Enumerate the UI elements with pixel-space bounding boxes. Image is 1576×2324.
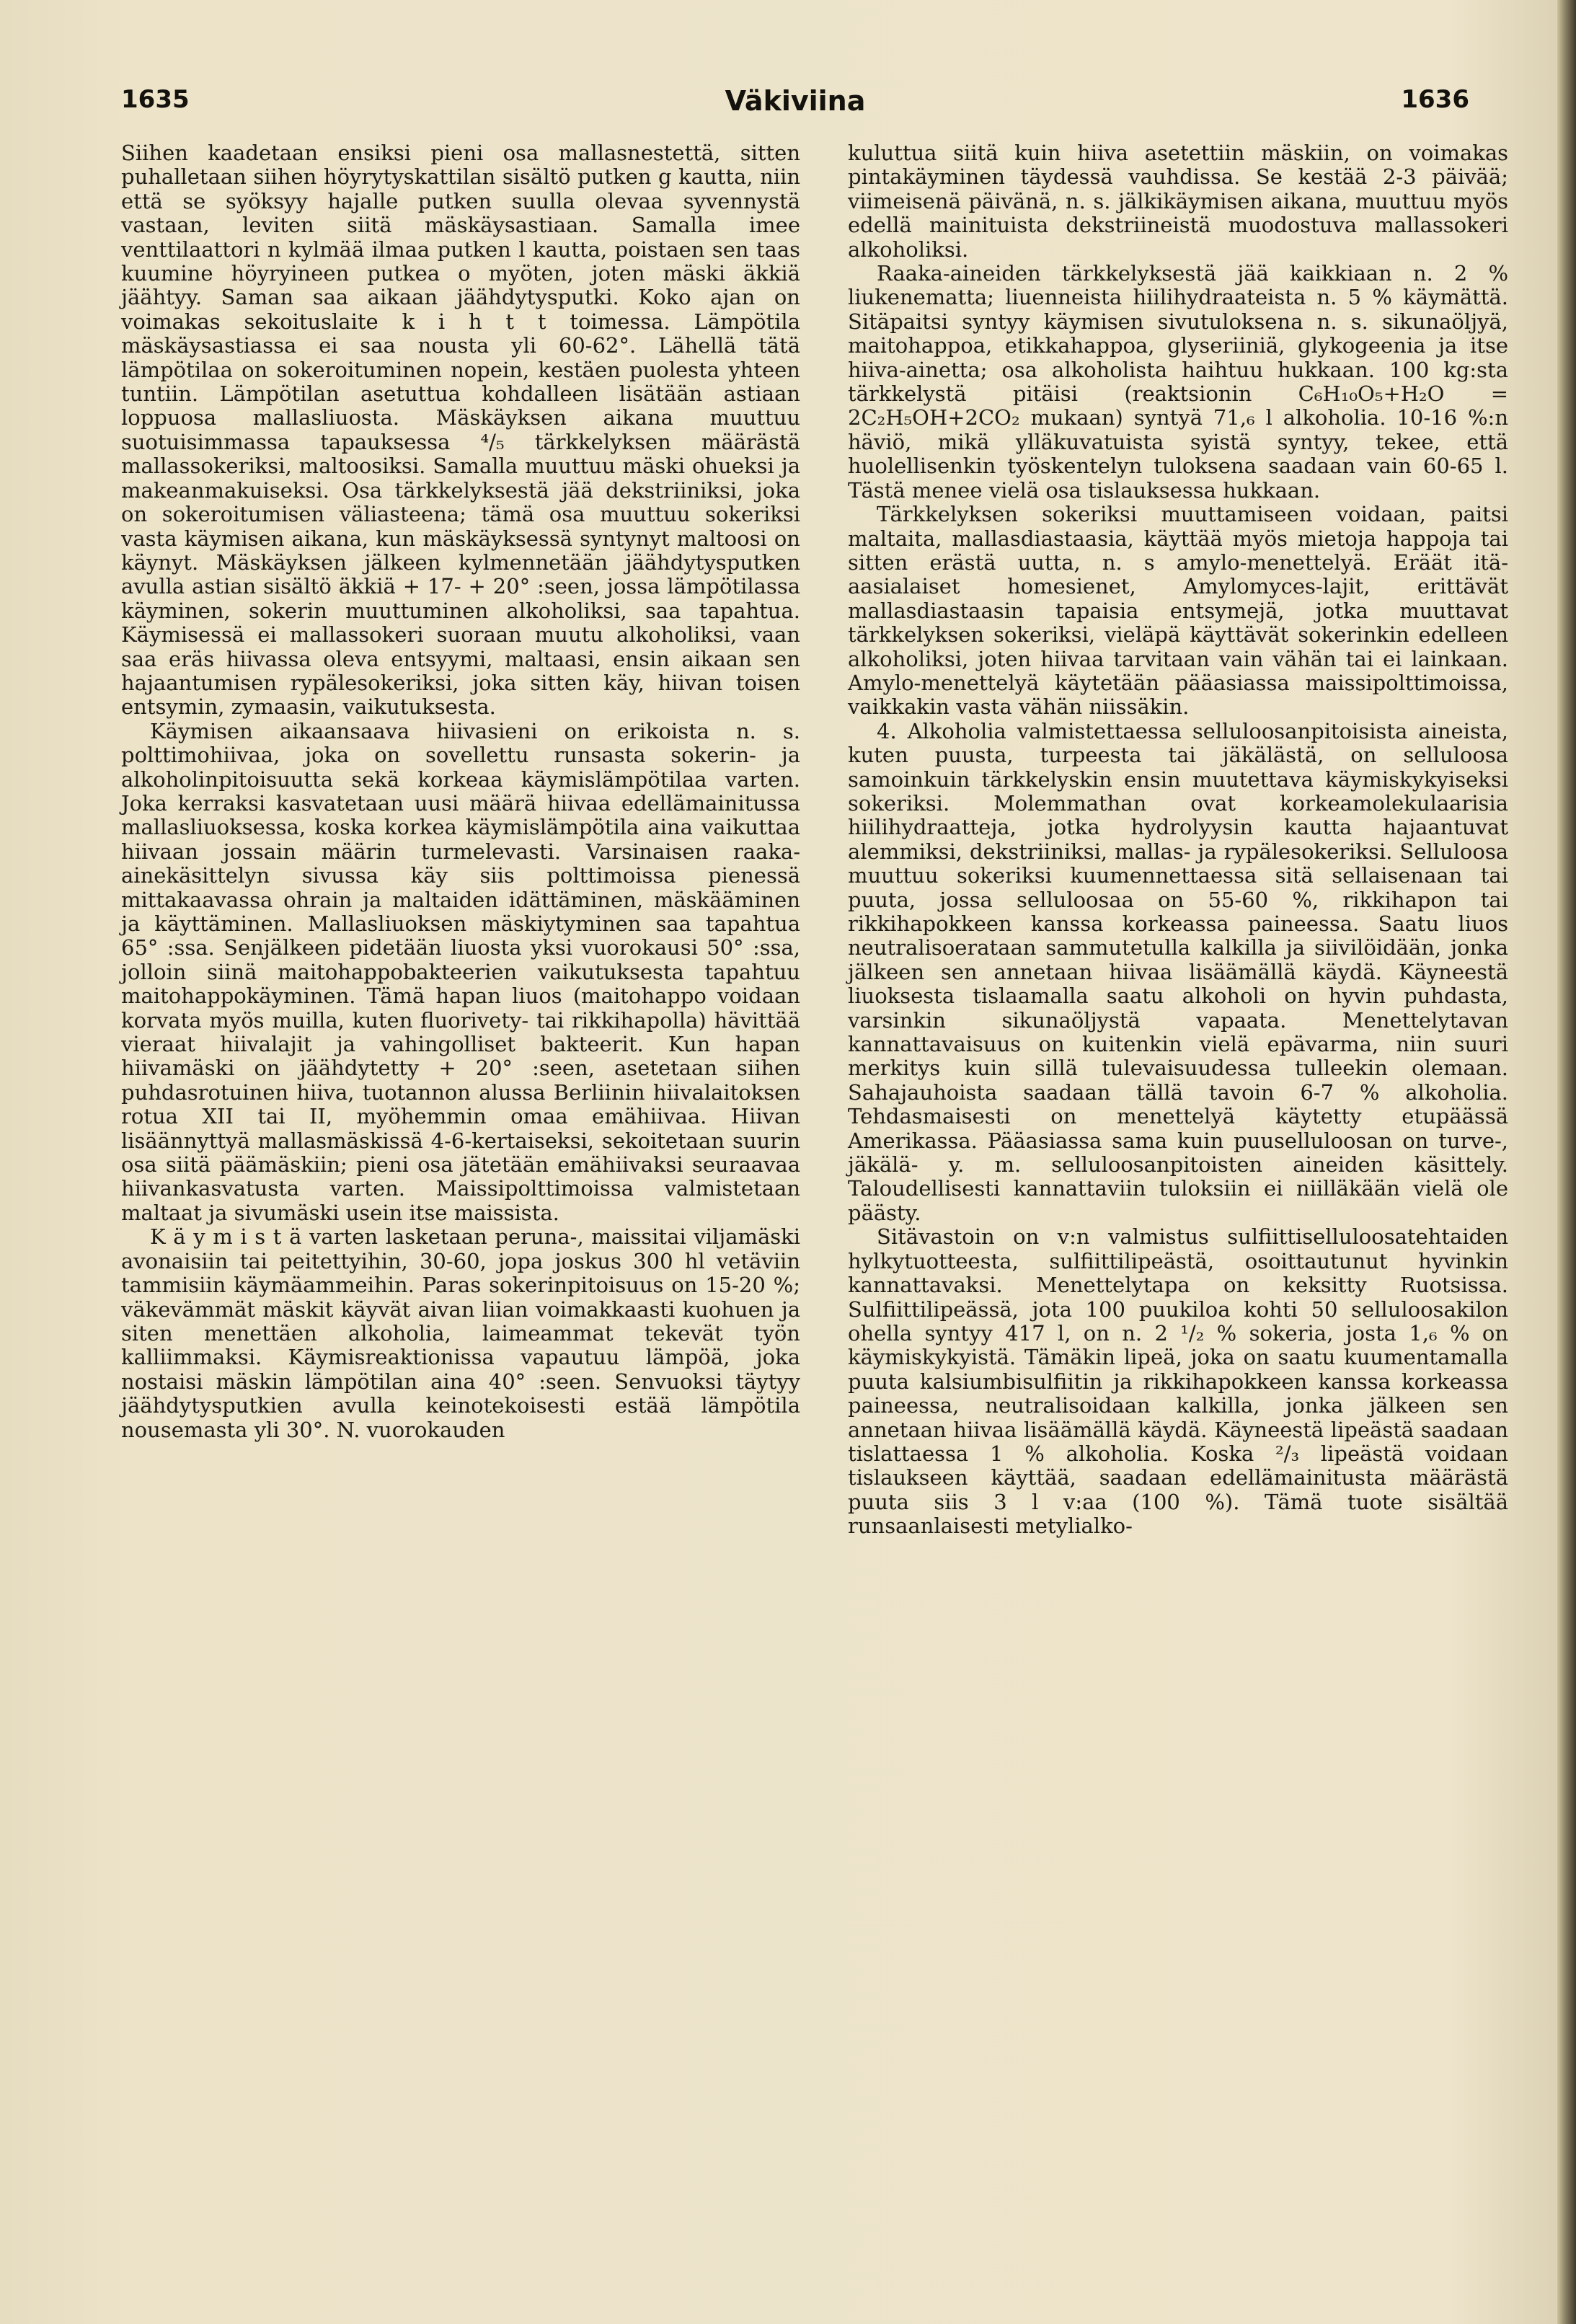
paragraph: kuluttua siitä kuin hiiva asetettiin mäskiin, on voimakas pintakäyminen täydessä vauhdissa. Se kestää 2-3 päivää; viimeisenä päivänä, n. s. jälkikäymisen aikana, muuttuu myös edellä mainituista dekstriineistä muodostuva mallassokeri alkoholiksi. [848, 141, 1508, 262]
paragraph: Tärkkelyksen sokeriksi muuttamiseen voidaan, paitsi maltaita, mallasdiastaasia, käyttää myös mietoja happoja tai sitten erästä uutta, n. s amylo-menettelyä. Eräät itä-aasialaiset homesienet, Amylomyces-lajit, erittävät mallasdiastaasin tapaisia entsymejä, jotka muuttavat tärkkelyksen sokeriksi, vieläpä käyttävät sokerinkin edelleen alkoholiksi, joten hiivaa tarvitaan vain vähän tai ei lainkaan. Amylo-menettelyä käytetään pääasiassa maissipolttimoissa, vaikkakin vasta vähän niissäkin. [848, 502, 1508, 720]
paragraph: Siihen kaadetaan ensiksi pieni osa mallasnestettä, sitten puhalletaan siihen höyrytyskattilan sisältö putken g kautta, niin että se syöksyy hajalle putken suulla olevaa syvennystä vastaan, leviten siitä mäskäysastiaan. Samalla imee venttilaattori n kylmää ilmaa putken l kautta, poistaen sen taas kuumine höyryineen putkea o myöten, joten mäski äkkiä jäähtyy. Saman saa aikaan jäähdytysputki. Koko ajan on voimakas sekoituslaite k i h t t toimessa. Lämpötila mäskäysastiassa ei saa nousta yli 60-62°. Lähellä tätä lämpötilaa on sokeroituminen nopein, kestäen puolesta yhteen tuntiin. Lämpötilan asetuttua kohdalleen lisätään astiaan loppuosa mallasliuosta. Mäskäyksen aikana muuttuu suotuisimmassa tapauksessa ⁴/₅ tärkkelyksen määrästä mallassokeriksi, maltoosiksi. Samalla muuttuu mäski ohueksi ja makeanmakuiseksi. Osa tärkkelyksestä jää dekstriiniksi, joka on sokeroitumisen väliasteena; tämä osa muuttuu sokeriksi vasta käymisen aikana, kun mäskäyksessä syntynyt maltoosi on käynyt. Mäskäyksen jälkeen kylmennetään jäähdytysputken avulla astian sisältö äkkiä + 17- + 20° :seen, jossa lämpötilassa käyminen, sokerin muuttuminen alkoholiksi, saa tapahtua. Käymisessä ei mallassokeri suoraan muutu alkoholiksi, vaan saa eräs hiivassa oleva entsyymi, maltaasi, ensin aikaan sen hajaantumisen rypälesokeriksi, joka sitten käy, hiivan toisen entsymin, zymaasin, vaikutuksesta. [121, 141, 800, 720]
page-title: Väkiviina [725, 85, 866, 117]
paragraph: Käymisen aikaansaava hiivasieni on erikoista n. s. polttimohiivaa, joka on sovellettu runsasta sokerin- ja alkoholinpitoisuutta sekä korkeaa käymislämpötilaa varten. Joka kerraksi kasvatetaan uusi määrä hiivaa edellämainitussa mallasliuoksessa, koska korkea käymislämpötila aina vaikuttaa hiivaan jossain määrin turmelevasti. Varsinaisen raaka-ainekäsittelyn sivussa käy siis polttimoissa pienessä mittakaavassa ohrain ja maltaiden idättäminen, mäskääminen ja käyttäminen. Mallasliuoksen mäskiytyminen saa tapahtua 65° :ssa. Senjälkeen pidetään liuosta yksi vuorokausi 50° :ssa, jolloin siinä maitohappobakteerien vaikutuksesta tapahtuu maitohappokäyminen. Tämä hapan liuos (maitohappo voidaan korvata myös muilla, kuten fluorivety- tai rikkihapolla) hävittää vieraat hiivalajit ja vahingolliset bakteerit. Kun hapan hiivamäski on jäähdytetty + 20° :seen, asetetaan siihen puhdasrotuinen hiiva, tuotannon alussa Berliinin hiivalaitoksen rotua XII tai II, myöhemmin omaa emähiivaa. Hiivan lisäännyttyä mallasmäskissä 4-6-kertaiseksi, sekoitetaan suurin osa siitä päämäskiin; pieni osa jätetään emähiivaksi seuraavaa hiivankasvatusta varten. Maissipolttimoissa valmistetaan maltaat ja sivumäski usein itse maissista. [121, 718, 800, 1225]
page-number-right: 1636 [1401, 85, 1469, 114]
running-header [121, 85, 1469, 123]
paragraph: 4. Alkoholia valmistettaessa selluloosanpitoisista aineista, kuten puusta, turpeesta tai jäkälästä, on selluloosa samoinkuin tärkkelyskin ensin muutettava käymiskykyiseksi sokeriksi. Molemmathan ovat korkeamolekulaarisia hiilihydraatteja, jotka hydrolyysin kautta hajaantuvat alemmiksi, dekstriiniksi, mallas- ja rypälesokeriksi. Selluloosa muuttuu sokeriksi kuumennettaessa sitä sellaisenaan tai puuta, jossa selluloosaa on 55-60 %, rikkihapon tai rikkihapokkeen kanssa korkeassa paineessa. Saatu liuos neutralisoerataan sammutetulla kalkilla ja siivilöidään, jonka jälkeen sen annetaan hiivaa lisäämällä käydä. Käyneestä liuoksesta tislaamalla saatu alkoholi on hyvin puhdasta, varsinkin sikunaöljystä vapaata. Menettelytavan kannattavaisuus on kuitenkin vielä epävarma, niin suuri merkitys kuin sillä tulevaisuudessa tulleekin olemaan. Sahajauhoista saadaan tällä tavoin 6-7 % alkoholia. Tehdasmaisesti on menettelyä käytetty etupäässä Amerikassa. Pääasiassa sama kuin puuselluloosan on turve-, jäkälä- y. m. selluloosanpitoisten aineiden käsittely. Taloudellisesti kannattaviin tuloksiin ei niilläkään vielä ole päästy. [848, 718, 1508, 1225]
paragraph: K ä y m i s t ä varten lasketaan peruna-, maissitai viljamäski avonaisiin tai peitettyihin, 30-60, jopa joskus 300 hl vetäviin tammisiin käymäammeihin. Paras sokerinpitoisuus on 15-20 %; väkevämmät mäskit käyvät aivan liian voimakkaasti kuohuen ja siten menettäen alkoholia, laimeammat tekevät työn kalliimmaksi. Käymisreaktionissa vapautuu lämpöä, joka nostaisi mäskin lämpötilan aina 40° :seen. Senvuoksi täytyy jäähdytysputkien avulla keinotekoisesti estää lämpötila nousemasta yli 30°. N. vuorokauden [121, 1224, 800, 1442]
paragraph: Raaka-aineiden tärkkelyksestä jää kaikkiaan n. 2 % liukenematta; liuenneista hiilihydraateista n. 5 % käymättä. Sitäpaitsi syntyy käymisen sivutuloksena n. s. sikunaöljyä, maitohappoa, etikkahappoa, glyseriiniä, glykogeenia ja itse hiiva-ainetta; osa alkoholista haihtuu hukkaan. 100 kg:sta tärkkelystä pitäisi (reaktsionin C₆H₁₀O₅+H₂O = 2C₂H₅OH+2CO₂ mukaan) syntyä 71,₆ l alkoholia. 10-16 %:n häviö, mikä ylläkuvatuista syistä syntyy, tekee, että huolellisenkin työskentelyn tuloksena saadaan vain 60-65 l. Tästä menee vielä osa tislauksessa hukkaan. [848, 261, 1508, 503]
right-column [848, 141, 1508, 1539]
paragraph: Sitävastoin on v:n valmistus sulfiittiselluloosatehtaiden hylkytuotteesta, sulfiittilipeästä, osoittautunut hyvinkin kannattavaksi. Menettelytapa on keksitty Ruotsissa. Sulfiittilipeässä, jota 100 puukiloa kohti 50 selluloosakilon ohella syntyy 417 l, on n. 2 ¹/₂ % sokeria, josta 1,₆ % on käymiskykyistä. Tämäkin lipeä, joka on saatu kuumentamalla puuta kalsiumbisulfiitin ja rikkihapokkeen kanssa korkeassa paineessa, neutralisoidaan kalkilla, jonka jälkeen sen annetaan hiivaa lisäämällä käydä. Käyneestä lipeästä saadaan tislattaessa 1 % alkoholia. Koska ²/₃ lipeästä voidaan tislaukseen käyttää, saadaan edellämainitusta määrästä puuta siis 3 l v:aa (100 %). Tämä tuote sisältää runsaanlaisesti metylialko- [848, 1224, 1508, 1539]
page-edge [1557, 0, 1576, 2324]
left-column [121, 141, 800, 1442]
page-number-left: 1635 [121, 85, 190, 114]
